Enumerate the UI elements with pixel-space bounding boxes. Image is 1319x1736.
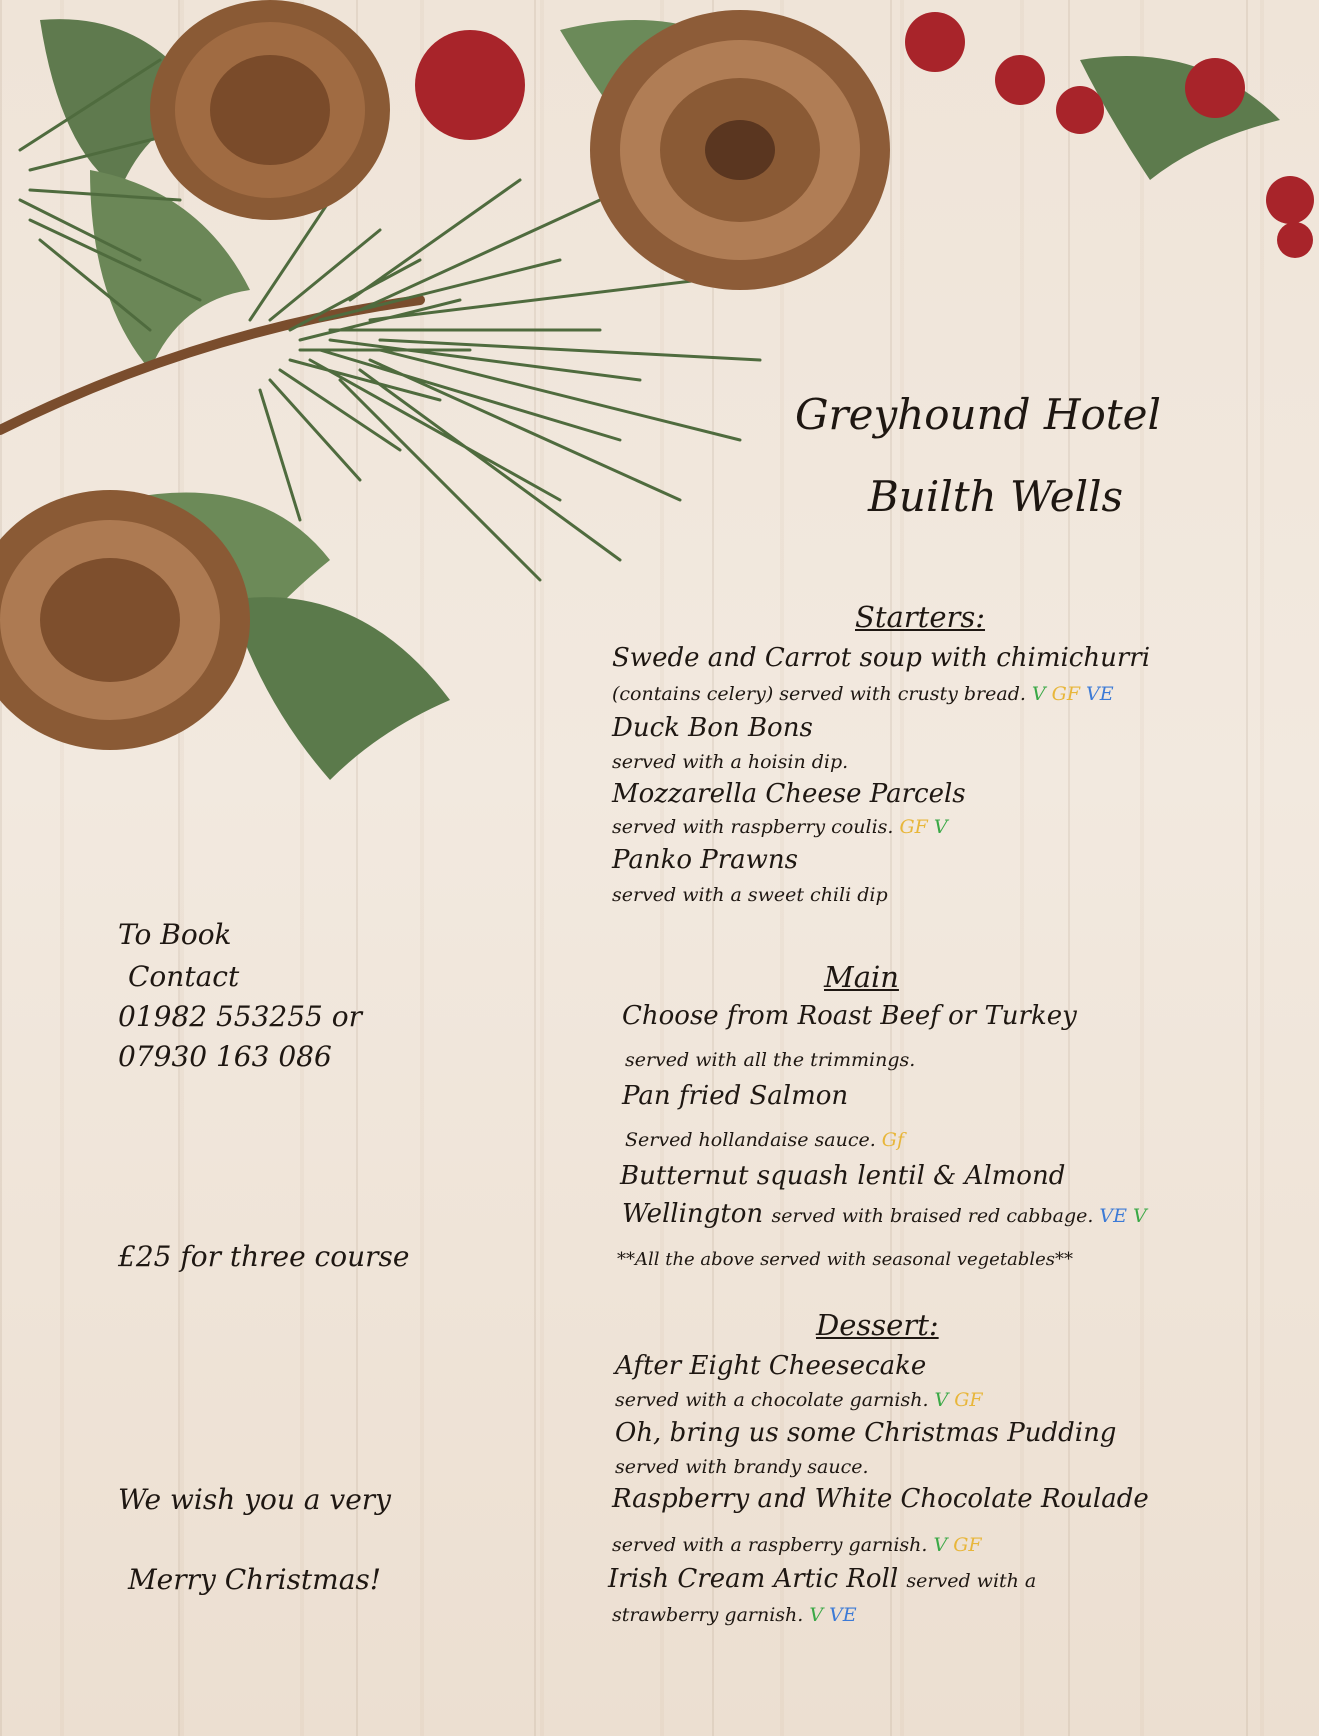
gluten-free-tag: GF	[899, 816, 928, 838]
main-item-name: Butternut squash lentil & Almond	[620, 1161, 1066, 1191]
starter-item-desc: served with raspberry coulis. GF V	[612, 816, 948, 838]
vegetarian-tag: V	[933, 1534, 948, 1556]
dessert-item-desc: served with a chocolate garnish. V GF	[615, 1389, 983, 1411]
vegan-tag: VE	[829, 1604, 857, 1626]
gluten-free-tag: Gf	[881, 1129, 904, 1151]
starter-item-name: Duck Bon Bons	[612, 713, 813, 743]
starter-item-name: Panko Prawns	[612, 845, 799, 875]
main-item-desc: served with all the trimmings.	[625, 1049, 916, 1071]
dessert-item-name: Oh, bring us some Christmas Pudding	[615, 1418, 1117, 1448]
starter-item-name: Swede and Carrot soup with chimichurri	[612, 643, 1151, 673]
main-item-name: Pan fried Salmon	[622, 1081, 849, 1111]
main-item-desc: Wellington served with braised red cabbage. VE V	[622, 1199, 1147, 1229]
main-item-desc: Served hollandaise sauce. Gf	[625, 1129, 904, 1151]
vegan-tag: VE	[1099, 1205, 1127, 1227]
dessert-item-desc: served with brandy sauce.	[615, 1456, 869, 1478]
hotel-location: Builth Wells	[868, 472, 1124, 521]
contact-label: Contact	[128, 960, 240, 993]
greeting-line: We wish you a very	[118, 1483, 391, 1516]
vegetarian-tag: V	[933, 816, 948, 838]
vegetarian-tag: V	[1031, 683, 1046, 705]
starter-item-desc: served with a hoisin dip.	[612, 751, 849, 773]
dessert-item-desc: strawberry garnish. V VE	[612, 1604, 857, 1626]
gluten-free-tag: GF	[953, 1534, 982, 1556]
dessert-item-name: Irish Cream Artic Roll served with a	[608, 1564, 1037, 1594]
phone-number: 01982 553255 or	[118, 1000, 363, 1033]
price: £25 for three course	[118, 1240, 410, 1273]
dessert-heading: Dessert:	[816, 1308, 939, 1342]
pine-cones	[0, 0, 890, 750]
vegetarian-tag: V	[934, 1389, 949, 1411]
dessert-item-name: After Eight Cheesecake	[615, 1351, 927, 1381]
vegetables-note: **All the above served with seasonal vegetables**	[617, 1249, 1073, 1270]
vegan-tag: VE	[1086, 683, 1114, 705]
gluten-free-tag: GF	[1051, 683, 1081, 705]
starter-item-desc: served with a sweet chili dip	[612, 884, 888, 906]
vegetarian-tag: V	[1132, 1205, 1147, 1227]
red-berries	[415, 12, 1314, 258]
starters-heading: Starters:	[855, 600, 986, 634]
starter-item-name: Mozzarella Cheese Parcels	[612, 779, 966, 809]
booking-label: To Book	[118, 918, 232, 951]
main-heading: Main	[824, 960, 899, 994]
dessert-item-name: Raspberry and White Chocolate Roulade	[612, 1484, 1149, 1514]
hotel-name: Greyhound Hotel	[795, 390, 1161, 439]
main-item-name: Choose from Roast Beef or Turkey	[622, 1001, 1077, 1031]
vegetarian-tag: V	[809, 1604, 824, 1626]
pine-branch	[0, 60, 760, 580]
greeting-line: Merry Christmas!	[128, 1563, 382, 1596]
dessert-item-desc: served with a raspberry garnish. V GF	[612, 1534, 982, 1556]
starter-item-desc: (contains celery) served with crusty bread. V GF VE	[612, 683, 1114, 705]
phone-number: 07930 163 086	[118, 1040, 332, 1073]
gluten-free-tag: GF	[954, 1389, 983, 1411]
